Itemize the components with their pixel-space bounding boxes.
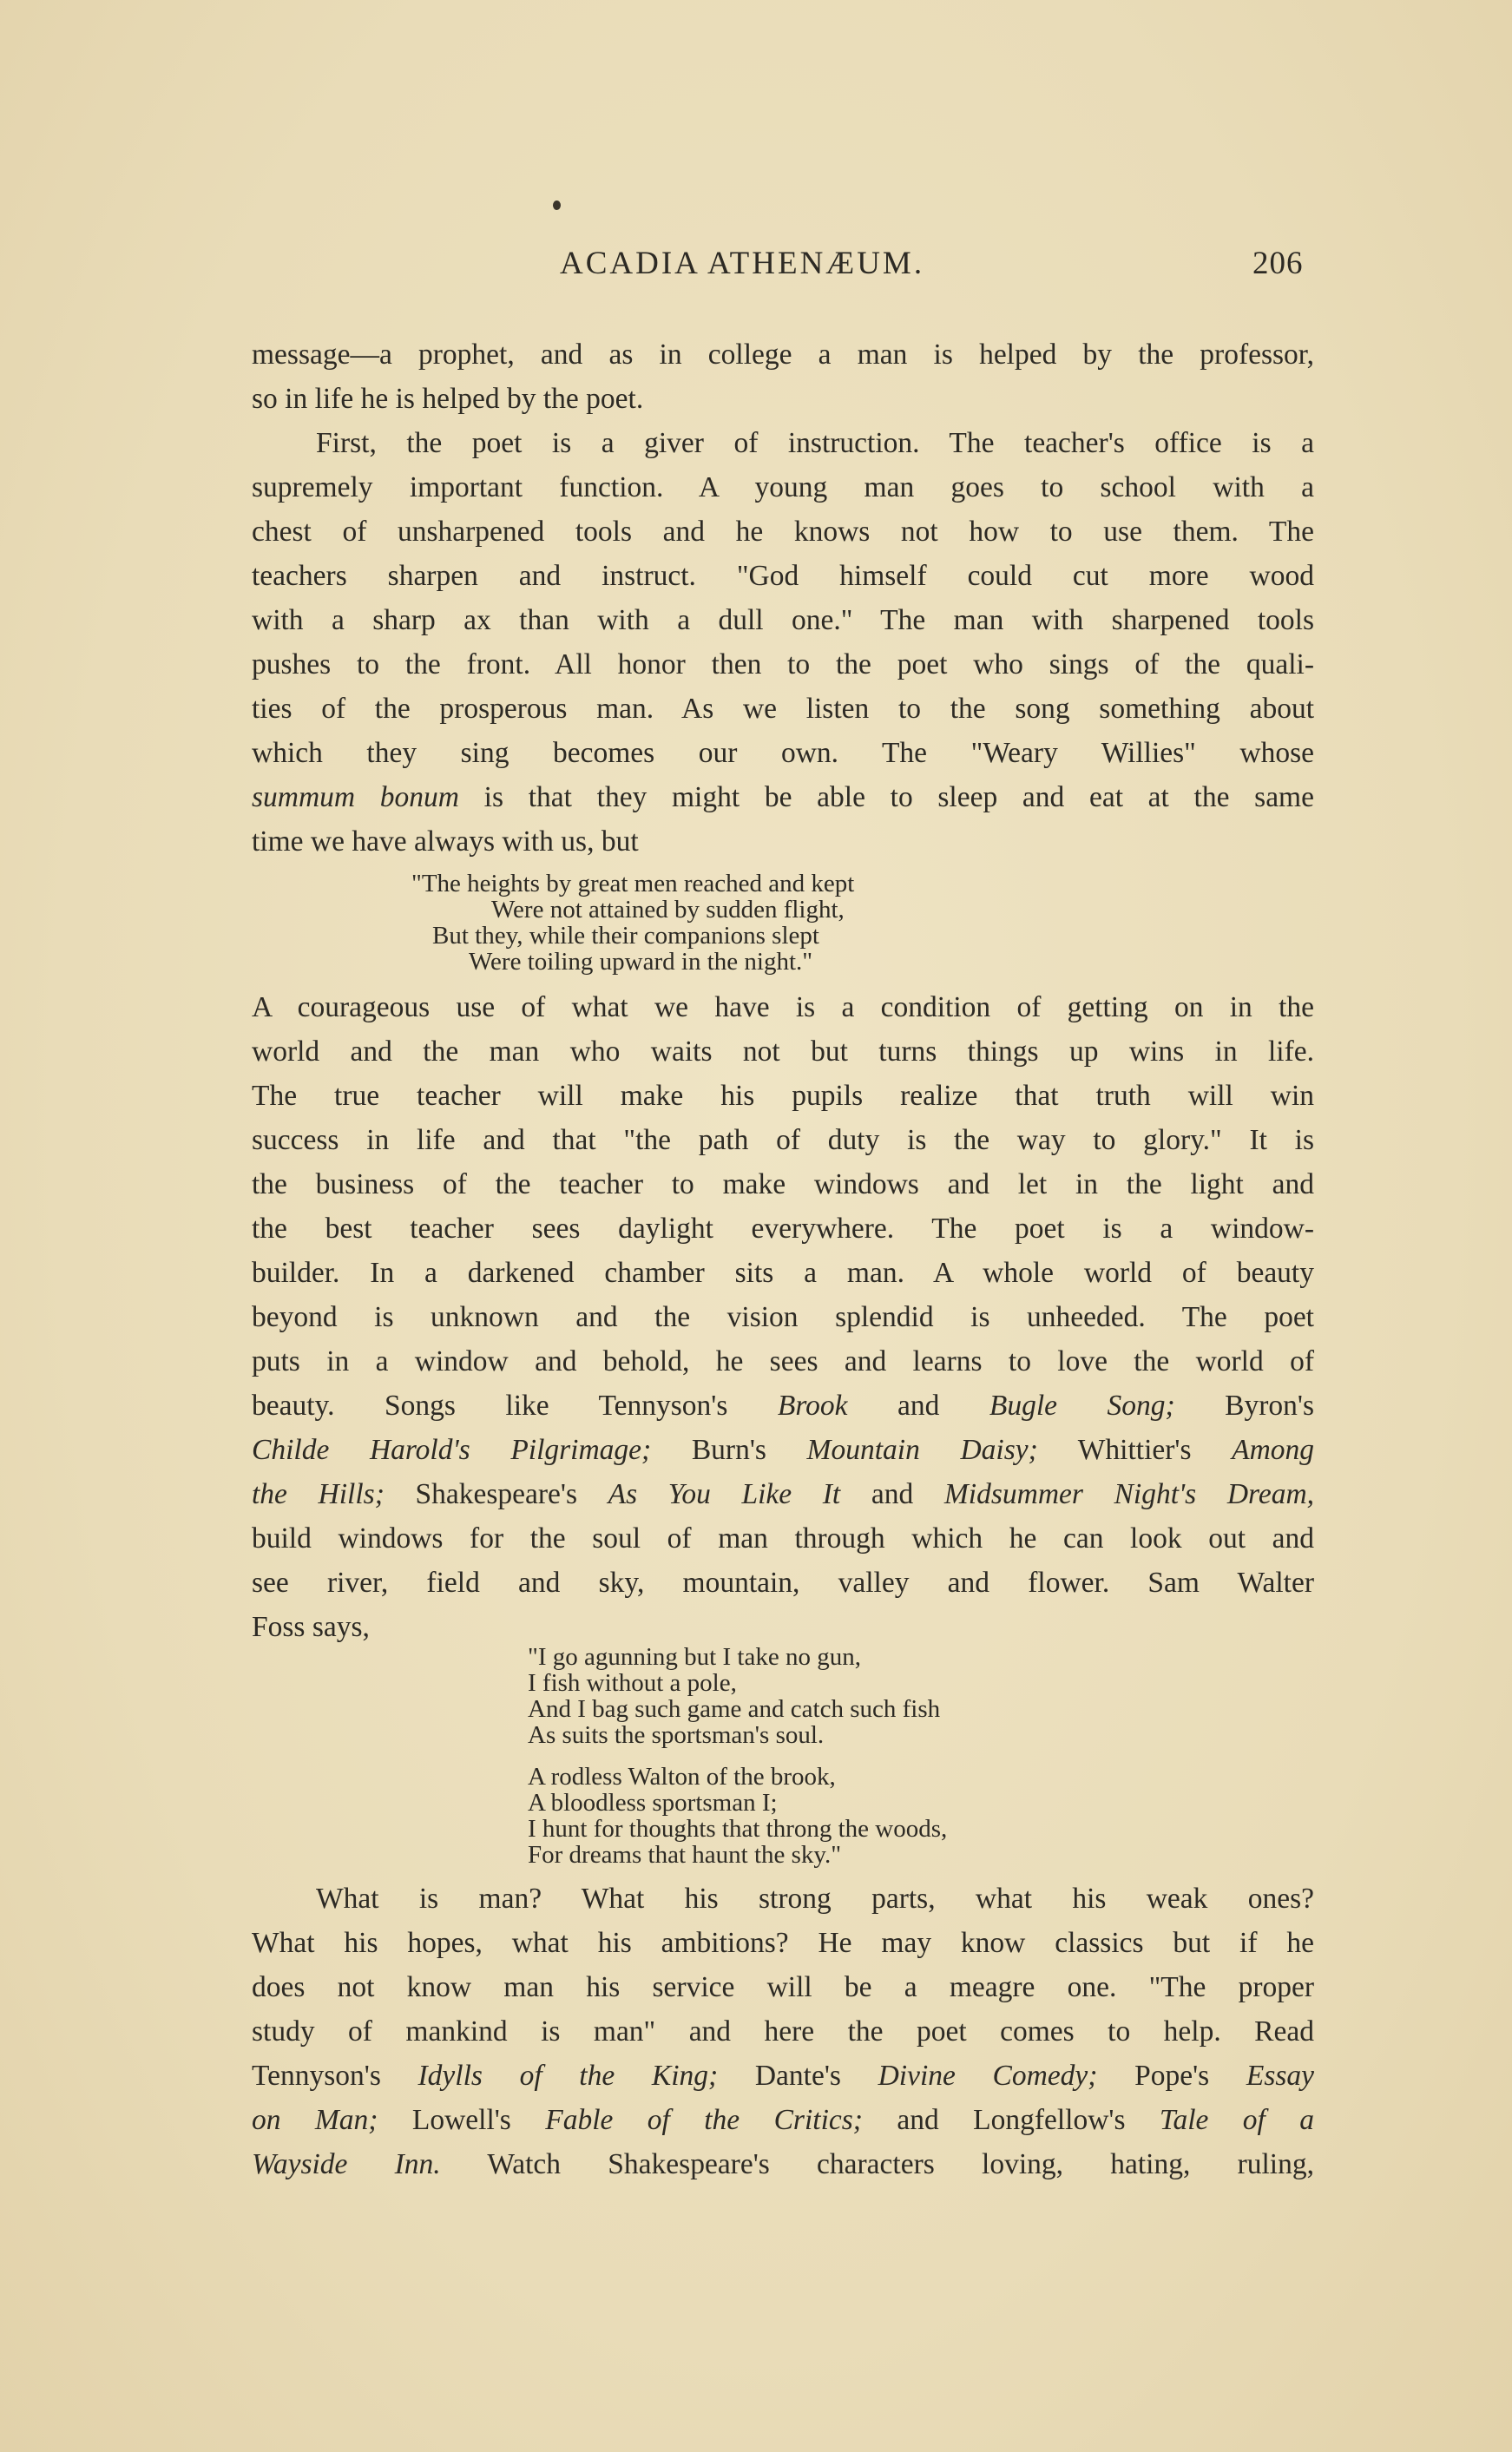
text-line: the business of the teacher to make windows and let in the light and (252, 1168, 1314, 1200)
italic-title: Brook (777, 1390, 848, 1422)
verse-line: I hunt for thoughts that throng the woods, (528, 1815, 948, 1843)
text-run: is that they might be able to sleep and eat at the same (459, 781, 1314, 813)
text-run: beauty. Songs like Tennyson's (252, 1390, 778, 1422)
text-line: does not know man his service will be a meagre one. "The proper (252, 1971, 1314, 2003)
page-number: 206 (1252, 246, 1304, 281)
italic-title: Among (1232, 1434, 1315, 1466)
verse-line: "I go agunning but I take no gun, (528, 1643, 861, 1671)
text-line (252, 775, 1314, 819)
text-run: Lowell's (378, 2104, 546, 2136)
text-line: build windows for the soul of man through which he can look out and (252, 1522, 1314, 1555)
text-line: Foss says, (252, 1611, 370, 1643)
text-line: puts in a window and behold, he sees and learns to love the world of (252, 1345, 1314, 1377)
text-line: ties of the prosperous man. As we listen to the song something about (252, 693, 1314, 725)
italic-title: Midsummer Night's Dream, (943, 1478, 1315, 1510)
verse-line: And I bag such game and catch such fish (528, 1695, 941, 1723)
running-head (0, 245, 1512, 288)
text-line (252, 2098, 1314, 2142)
ink-dot (553, 200, 561, 210)
verse-line: A bloodless sportsman I; (528, 1789, 778, 1817)
text-run: Burn's (651, 1434, 807, 1466)
text-run: Whittier's (1037, 1434, 1233, 1466)
verse-line: "The heights by great men reached and kept (411, 870, 855, 897)
stanza-gap (528, 1748, 1314, 1764)
text-line: world and the man who waits not but turns things up wins in life. (252, 1035, 1314, 1068)
text-line: study of mankind is man" and here the poet comes to help. Read (252, 2015, 1314, 2048)
text-line: which they sing becomes our own. The "Weary Willies" whose (252, 737, 1314, 769)
text-line: What his hopes, what his ambitions? He may know classics but if he (252, 1927, 1314, 1959)
text-line (252, 1472, 1314, 1516)
text-line: message—a prophet, and as in college a man is helped by the professor, (252, 339, 1314, 371)
verse-line: For dreams that haunt the sky." (528, 1841, 842, 1869)
text-line (252, 2142, 1314, 2186)
text-run: Pope's (1097, 2060, 1246, 2092)
italic-title: on Man; (252, 2104, 378, 2136)
text-run: Watch Shakespeare's characters loving, hating, ruling, (440, 2148, 1314, 2180)
text-line: so in life he is helped by the poet. (252, 383, 644, 415)
text-line: What is man? What his strong parts, what his weak ones? (316, 1883, 1314, 1915)
text-line: see river, field and sky, mountain, valley and flower. Sam Walter (252, 1567, 1314, 1599)
italic-title: Bugle Song; (989, 1390, 1175, 1422)
italic-title: Childe Harold's Pilgrimage; (252, 1434, 652, 1466)
verse-line: A rodless Walton of the brook, (528, 1763, 836, 1791)
body-text (252, 332, 1314, 2186)
text-run: Byron's (1174, 1390, 1314, 1422)
text-run: and Longfellow's (862, 2104, 1160, 2136)
text-line: success in life and that "the path of duty is the way to glory." It is (252, 1124, 1314, 1156)
text-line (252, 2054, 1314, 2098)
italic-title: Idylls of the King; (417, 2060, 719, 2092)
text-run: Shakespeare's (384, 1478, 608, 1510)
text-run: and (840, 1478, 944, 1510)
text-line: with a sharp ax than with a dull one." The man with sharpened tools (252, 604, 1314, 636)
verse-quote (252, 871, 1314, 975)
text-line: beyond is unknown and the vision splendid is unheeded. The poet (252, 1301, 1314, 1333)
italic-title: Wayside Inn. (252, 2148, 441, 2180)
text-line (252, 1384, 1314, 1428)
italic-title: Mountain Daisy; (806, 1434, 1038, 1466)
text-line: pushes to the front. All honor then to the poet who sings of the quali- (252, 648, 1314, 680)
text-line: the best teacher sees daylight everywhere. The poet is a window- (252, 1213, 1314, 1245)
verse-line: Were not attained by sudden flight, (491, 896, 845, 924)
italic-title: the Hills; (252, 1478, 385, 1510)
text-run: Tennyson's (252, 2060, 418, 2092)
text-line (252, 1428, 1314, 1472)
verse-line: As suits the sportsman's soul. (528, 1721, 825, 1749)
text-line: The true teacher will make his pupils realize that truth will win (252, 1080, 1314, 1112)
text-line: time we have always with us, but (252, 825, 639, 858)
italic-title: As You Like It (608, 1478, 841, 1510)
verse-line: I fish without a pole, (528, 1669, 737, 1697)
verse-line: Were toiling upward in the night." (469, 948, 813, 976)
text-line: supremely important function. A young man goes to school with a (252, 471, 1314, 503)
text-run: and (847, 1390, 989, 1422)
text-line: builder. In a darkened chamber sits a man. A whole world of beauty (252, 1257, 1314, 1289)
italic-phrase: summum bonum (252, 781, 459, 813)
text-line: chest of unsharpened tools and he knows not how to use them. The (252, 516, 1314, 548)
text-run: Dante's (718, 2060, 878, 2092)
italic-title: Essay (1246, 2060, 1315, 2092)
text-line: First, the poet is a giver of instruction. The teacher's office is a (316, 427, 1314, 459)
italic-title: Tale of a (1159, 2104, 1314, 2136)
italic-title: Divine Comedy; (878, 2060, 1098, 2092)
italic-title: Fable of the Critics; (545, 2104, 863, 2136)
text-line: A courageous use of what we have is a condition of getting on in the (252, 991, 1314, 1023)
verse-line: But they, while their companions slept (432, 922, 819, 950)
verse-quote (252, 1644, 1314, 1868)
text-line: teachers sharpen and instruct. "God himself could cut more wood (252, 560, 1314, 592)
running-title: ACADIA ATHENÆUM. (560, 246, 925, 281)
